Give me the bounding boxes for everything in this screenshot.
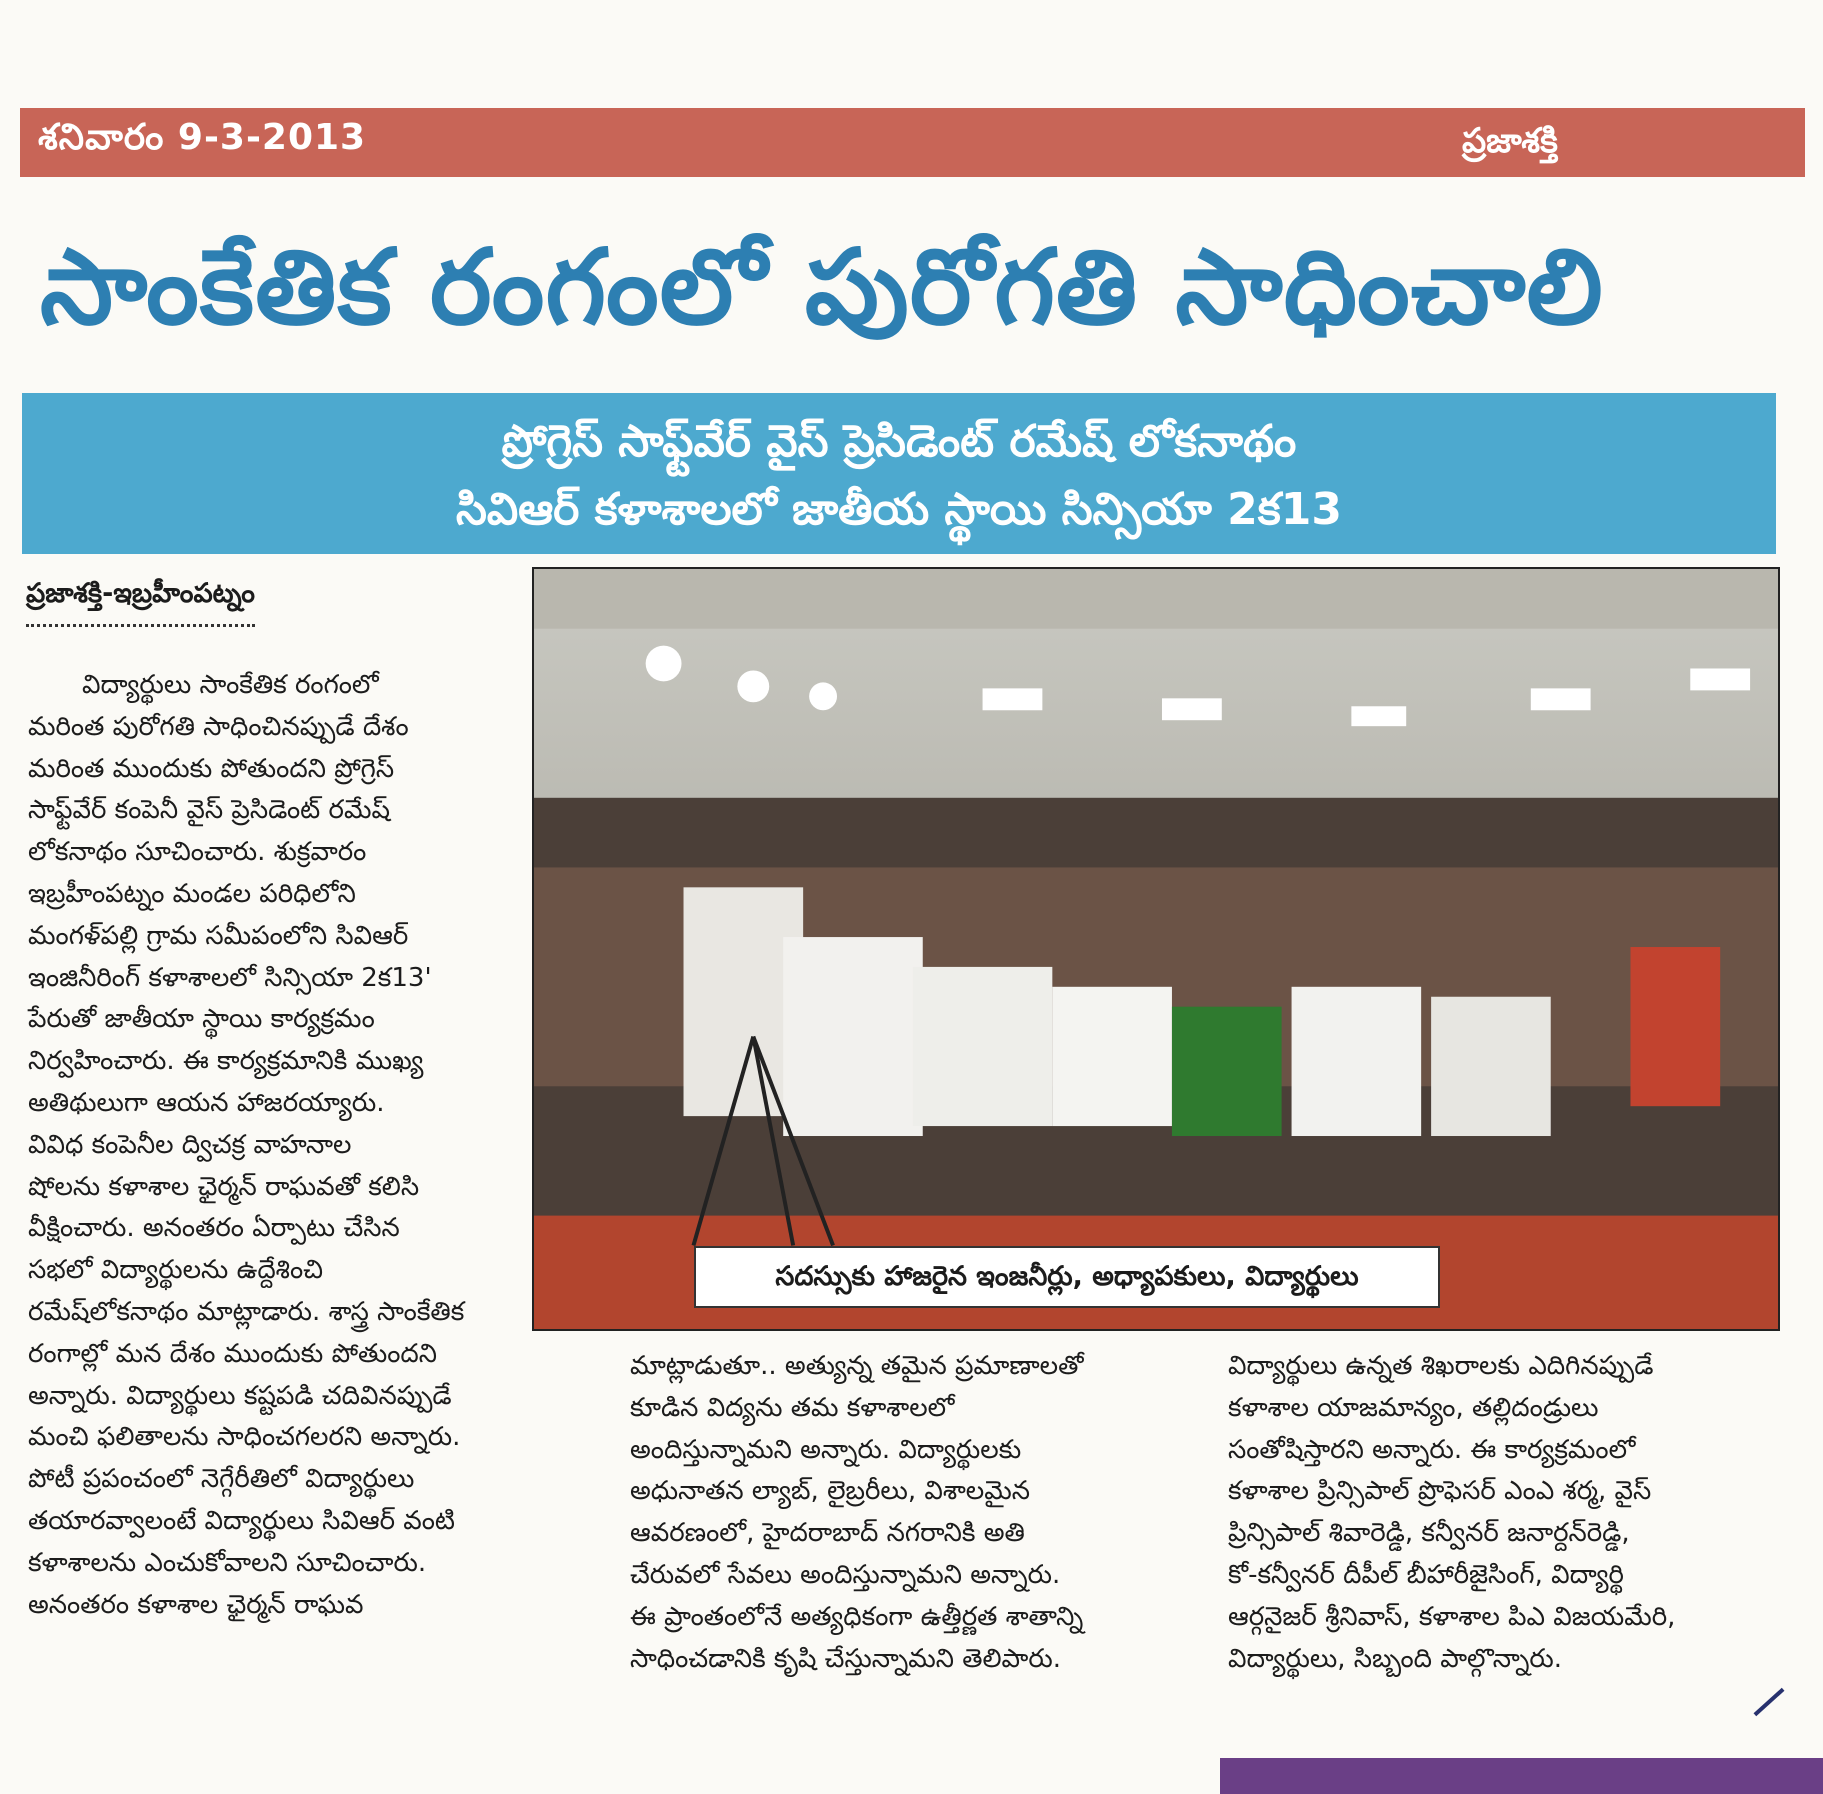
text-line: ఆవరణంలో, హైదరాబాద్ నగరానికి అతి <box>630 1518 1025 1549</box>
text-line: సాఫ్ట్‌వేర్ కంపెనీ వైస్ ప్రెసిడెంట్ రమేష్ <box>28 795 390 826</box>
text-line: విద్యార్థులు సాంకేతిక రంగంలో <box>82 670 379 700</box>
text-line: సాధించడానికి కృషి చేస్తున్నామని తెలిపారు. <box>630 1643 1062 1674</box>
text-line: మంగళ్‌పల్లి గ్రామ సమీపంలోని సివిఆర్ <box>28 920 409 951</box>
issue-date: శనివారం 9-3-2013 <box>38 117 367 158</box>
text-line: సంతోషిస్తారని అన్నారు. ఈ కార్యక్రమంలో <box>1228 1434 1636 1465</box>
text-line: మంచి ఫలితాలను సాధించగలరని అన్నారు. <box>28 1422 461 1453</box>
text-line: వీక్షించారు. అనంతరం ఏర్పాటు చేసిన <box>28 1213 400 1244</box>
text-line: చేరువలో సేవలు అందిస్తున్నామని అన్నారు. <box>630 1559 1061 1590</box>
text-line: ఈ ప్రాంతంలోనే అత్యధికంగా ఉత్తీర్ణత శాతాన్ని <box>630 1601 1084 1632</box>
photo-caption: సదస్సుకు హాజరైన ఇంజనీర్లు, అధ్యాపకులు, విద్యార్థులు <box>694 1246 1440 1308</box>
text-line: కళాశాల యాజమాన్యం, తల్లిదండ్రులు <box>1228 1392 1599 1423</box>
text-line: సభలో విద్యార్థులను ఉద్దేశించి <box>28 1255 324 1286</box>
subhead-line-1: ప్రోగ్రెస్ సాఫ్ట్‌వేర్ వైస్ ప్రెసిడెంట్ రమేష్ లోకనాథం <box>501 416 1297 467</box>
text-line: పేరుతో జాతీయా స్థాయి కార్యక్రమం <box>28 1004 375 1035</box>
text-line: అందిస్తున్నామని అన్నారు. విద్యార్థులకు <box>630 1434 1022 1465</box>
text-line: పోటీ ప్రపంచంలో నెగ్గేరీతిలో విద్యార్థులు <box>28 1464 415 1495</box>
text-line: విద్యార్థులు, సిబ్బంది పాల్గొన్నారు. <box>1228 1643 1563 1674</box>
article-headline: సాంకేతిక రంగంలో పురోగతి సాధించాలి <box>40 226 1604 348</box>
article-column-1 <box>28 665 516 1626</box>
text-line: లోకనాథం సూచించారు. శుక్రవారం <box>28 837 367 868</box>
text-line: ఇంజినీరింగ్ కళాశాలలో సిన్సియా 2క13' <box>28 962 432 993</box>
text-line: రమేష్‌లోకనాథం మాట్లాడారు. శాస్త్ర సాంకేతిక <box>28 1296 465 1327</box>
text-line: అన్నారు. విద్యార్థులు కష్టపడి చదివినప్పుడే <box>28 1380 452 1411</box>
text-line: వివిధ కంపెనీల ద్విచక్ర వాహనాల <box>28 1129 352 1160</box>
text-line: అధునాతన ల్యాబ్, లైబ్రరీలు, విశాలమైన <box>630 1476 1030 1507</box>
pen-mark <box>1754 1688 1785 1716</box>
subhead-line-2: సివిఆర్ కళాశాలలో జాతీయ స్థాయి సిన్సియా 2క13 <box>455 484 1343 535</box>
article-column-2 <box>630 1346 1178 1680</box>
text-line: మరింత పురోగతి సాధించినప్పుడే దేశం <box>28 711 409 742</box>
text-line: రంగాల్లో మన దేశం ముందుకు పోతుందని <box>28 1338 438 1369</box>
text-line: ఆర్గనైజర్ శ్రీనివాస్, కళాశాల పిఎ విజయమేరి, <box>1228 1601 1676 1632</box>
text-line: నిర్వహించారు. ఈ కార్యక్రమానికి ముఖ్య <box>28 1046 424 1077</box>
newspaper-masthead: ప్రజాశక్తి <box>1462 121 1558 161</box>
text-line: తయారవ్వాలంటే విద్యార్థులు సివిఆర్ వంటి <box>28 1505 455 1536</box>
text-line: అనంతరం కళాశాల ఛైర్మన్ రాఘవ <box>28 1589 364 1620</box>
text-line: మరింత ముందుకు పోతుందని ప్రోగ్రెస్ <box>28 753 395 784</box>
text-line: అతిథులుగా ఆయన హాజరయ్యారు. <box>28 1087 385 1118</box>
text-line: కూడిన విద్యను తమ కళాశాలలో <box>630 1392 955 1423</box>
audience-photo-graphic <box>534 569 1778 1329</box>
dateline: ప్రజాశక్తి-ఇబ్రహీంపట్నం <box>26 578 255 627</box>
text-line: మాట్లాడుతూ.. అత్యున్న తమైన ప్రమాణాలతో <box>630 1351 1084 1381</box>
text-line: ఇబ్రహీంపట్నం మండల పరిధిలోని <box>28 878 356 909</box>
text-line: షోలను కళాశాల ఛైర్మన్ రాఘవతో కలిసి <box>28 1171 420 1202</box>
adjacent-page-edge <box>1798 500 1823 1500</box>
text-line: విద్యార్థులు ఉన్నత శిఖరాలకు ఎదిగినప్పుడే <box>1228 1351 1654 1381</box>
text-line: కో-కన్వీనర్ దీపీల్ బీహారీజైసింగ్, విద్యార్థి <box>1228 1559 1624 1590</box>
event-photo <box>532 567 1780 1331</box>
text-line: కళాశాల ప్రిన్సిపాల్ ప్రొఫెసర్ ఎంఎ శర్మ, వైస్ <box>1228 1476 1652 1507</box>
text-line: ప్రిన్సిపాల్ శివారెడ్డి, కన్వీనర్ జనార్దన్‌రెడ్డి, <box>1228 1518 1630 1549</box>
next-article-band <box>1220 1758 1823 1794</box>
text-line: కళాశాలను ఎంచుకోవాలని సూచించారు. <box>28 1547 427 1578</box>
article-column-3 <box>1228 1346 1776 1680</box>
